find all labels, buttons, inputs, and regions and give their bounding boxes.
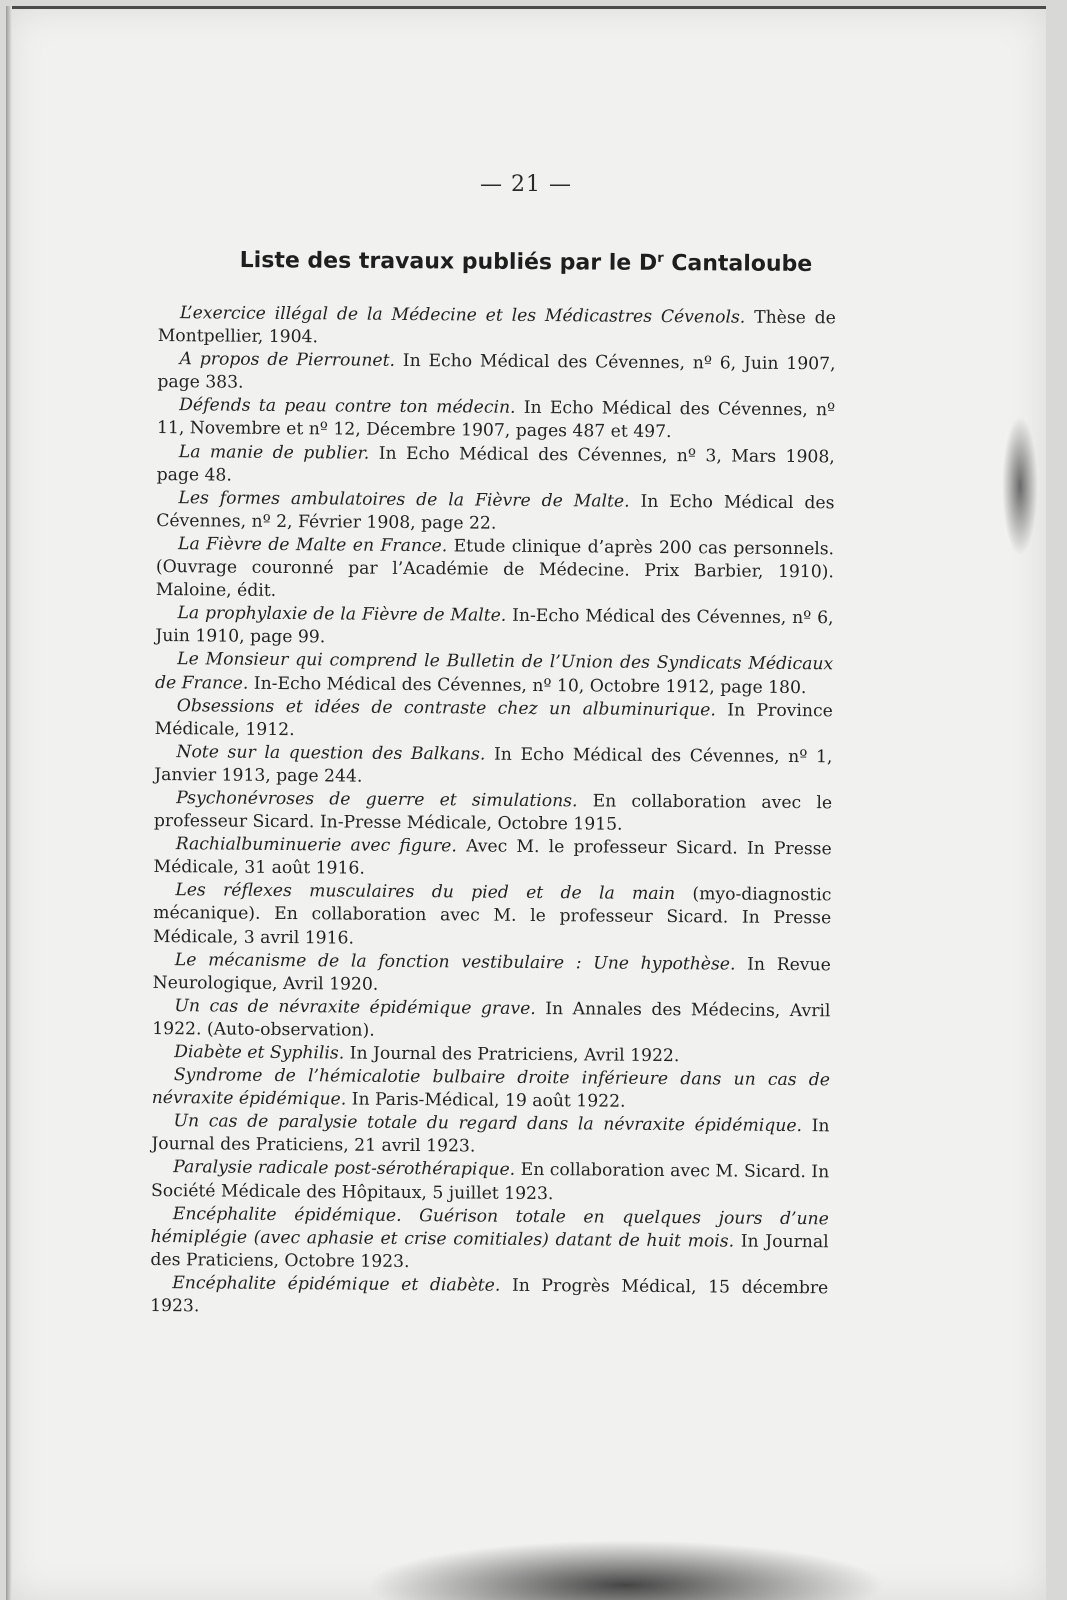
entry-title: Psychonévroses de guerre et simulations. xyxy=(176,788,578,812)
binding-edge xyxy=(6,6,12,1600)
entry-title: Encéphalite épidémique et diabète. xyxy=(172,1273,501,1296)
list-item xyxy=(153,879,832,954)
list-item xyxy=(155,695,833,747)
entry-details: In Echo Médical des Cévennes, nº 11, Novembre et nº 12, Décembre 1907, pages 487 et 497. xyxy=(156,398,836,443)
document-page xyxy=(6,6,1046,1600)
entry-title: Syndrome de l’hémicalotie bulbaire droite inférieure dans un cas de névraxite épidémique. xyxy=(151,1065,830,1110)
list-item xyxy=(154,741,832,793)
heading-author-name: Cantaloube xyxy=(663,250,813,277)
entry-title: L’exercice illégal de la Médecine et les Médicastres Cévenols. xyxy=(179,303,746,328)
entry-details: In Echo Médical des Cévennes, nº 2, Février 1908, page 22. xyxy=(156,491,835,534)
entry-details: In Echo Médical des Cévennes, nº 1, Janvier 1913, page 244. xyxy=(154,744,833,787)
heading-superscript: r xyxy=(657,250,664,266)
page-number: — 21 — xyxy=(480,172,572,197)
list-item xyxy=(150,1203,829,1278)
entry-details: In Province Médicale, 1912. xyxy=(154,699,833,740)
list-item xyxy=(155,648,833,700)
entry-details: In Journal des Praticiens, Octobre 1923. xyxy=(150,1231,829,1272)
entry-title: La manie de publier. xyxy=(178,441,370,464)
heading-text: Liste des travaux publiés par le D xyxy=(239,248,658,276)
list-item xyxy=(157,441,835,493)
entry-details: In Journal des Praticiens, 21 avril 1923. xyxy=(151,1116,830,1157)
list-item xyxy=(158,302,836,354)
list-item xyxy=(151,1110,829,1162)
entry-details: In Revue Neurologique, Avril 1920. xyxy=(152,954,831,995)
entry-title: Le mécanisme de la fonction vestibulaire : Une hypothèse. xyxy=(174,949,736,975)
entry-title: Obsessions et idées de contraste chez un albuminurique. xyxy=(176,695,716,720)
entry-details: (myo-diagnostic mécanique). En collaboration avec M. le professeur Sicard. In Presse Médicale, 3 avril 1916. xyxy=(152,884,832,949)
ink-stain-right xyxy=(1002,416,1038,556)
entry-title: Les réflexes musculaires du pied et de la main xyxy=(175,880,676,905)
entry-details: Avec M. le professeur Sicard. In Presse Médicale, 31 août 1916. xyxy=(153,836,832,879)
list-item xyxy=(153,949,831,1001)
entry-details: Etude clinique d’après 200 cas personnels. (Ouvrage couronné par l’Académie de Médecine. Prix Barbier, 1910). Maloine, édit. xyxy=(155,536,835,602)
entry-details: In Progrès Médical, 15 décembre 1923. xyxy=(150,1275,829,1317)
list-item xyxy=(156,487,834,539)
entry-details: Thèse de Montpellier, 1904. xyxy=(157,307,836,348)
entry-title: La prophylaxie de la Fièvre de Malte. xyxy=(177,603,507,626)
list-item xyxy=(156,533,835,608)
list-item xyxy=(157,348,835,400)
entry-details: In Echo Médical des Cévennes, nº 3, Mars 1908, page 48. xyxy=(156,443,835,486)
list-item xyxy=(154,787,832,839)
entry-title: Note sur la question des Balkans. xyxy=(176,741,486,765)
list-item xyxy=(157,394,835,446)
entry-title: Défends ta peau contre ton médecin. xyxy=(179,395,516,419)
entry-details: En collaboration avec le professeur Sicard. In-Presse Médicale, Octobre 1915. xyxy=(153,791,833,835)
top-edge xyxy=(6,6,1046,9)
list-item xyxy=(153,833,831,885)
entry-details: In Echo Médical des Cévennes, nº 6, Juin 1907, page 383. xyxy=(157,351,836,393)
entry-details: En collaboration avec M. Sicard. In Société Médicale des Hôpitaux, 5 juillet 1923. xyxy=(150,1160,830,1204)
list-item xyxy=(152,995,830,1047)
page-heading xyxy=(6,246,1046,278)
entry-title: A propos de Pierrounet. xyxy=(179,349,396,372)
entry-details: In Paris-Médical, 19 août 1922. xyxy=(346,1089,626,1112)
entry-title: Encéphalite épidémique. Guérison totale en quelques jours d’une hémiplégie (avec aphasie et crise comitiales) datant de huit mois. xyxy=(150,1203,829,1252)
publication-list xyxy=(150,302,836,1323)
list-item xyxy=(152,1064,830,1116)
entry-title: La Fièvre de Malte en France. xyxy=(178,534,448,557)
entry-title: Un cas de névraxite épidémique grave. xyxy=(174,995,536,1019)
entry-details: In Journal des Pratriciens, Avril 1922. xyxy=(344,1043,680,1067)
entry-details: In Annales des Médecins, Avril 1922. (Auto-observation). xyxy=(152,998,831,1041)
entry-details: In-Echo Médical des Cévennes, nº 10, Octobre 1912, page 180. xyxy=(248,673,807,698)
ink-stain-bottom xyxy=(366,1540,886,1600)
entry-title: Diabète et Syphilis. xyxy=(174,1042,345,1064)
list-item xyxy=(150,1272,828,1324)
entry-title: Rachialbuminuerie avec figure. xyxy=(175,834,457,857)
list-item xyxy=(155,602,833,654)
entry-title: Un cas de paralysie totale du regard dans la névraxite épidémique. xyxy=(173,1111,803,1137)
list-item xyxy=(151,1156,829,1208)
entry-title: Les formes ambulatoires de la Fièvre de Malte. xyxy=(178,487,630,512)
entry-title: Le Monsieur qui comprend le Bulletin de l’Union des Syndicats Médicaux de France. xyxy=(154,649,834,694)
entry-details: In-Echo Médical des Cévennes, nº 6, Juin 1910, page 99. xyxy=(155,605,834,648)
entry-title: Paralysie radicale post-sérothérapique. xyxy=(173,1157,516,1181)
